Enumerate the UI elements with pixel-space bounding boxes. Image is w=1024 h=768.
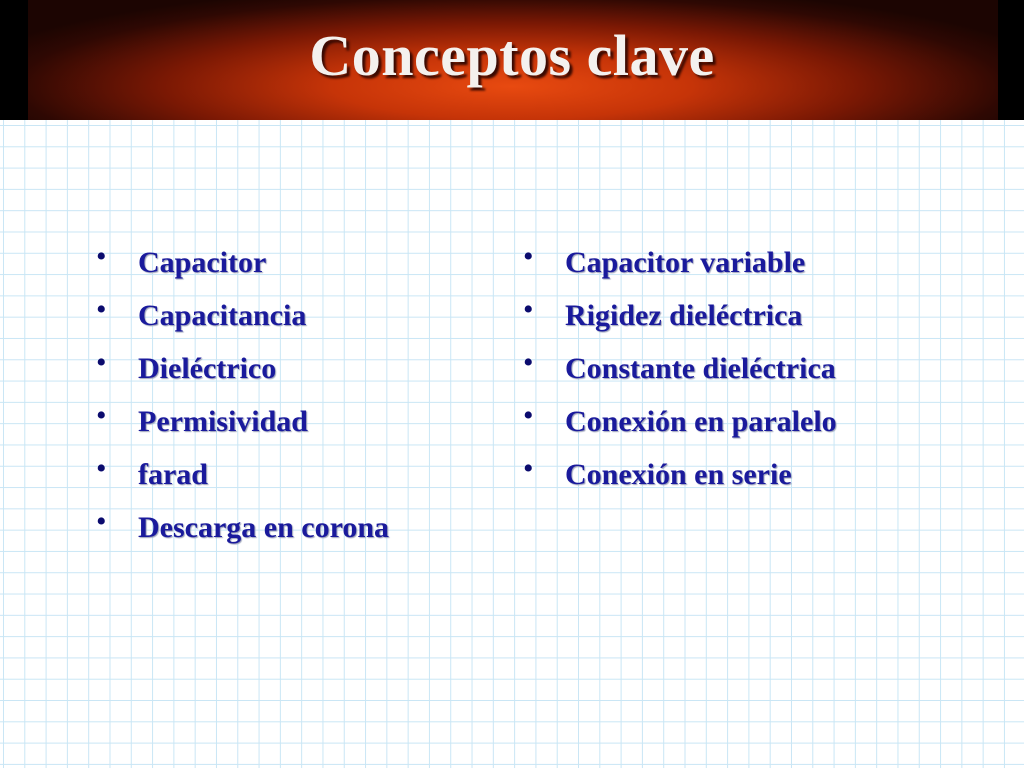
bullet-icon: •	[523, 345, 534, 379]
list-item-label: Constante dieléctrica	[565, 351, 836, 385]
bullet-icon: •	[523, 292, 534, 326]
bullet-icon: •	[96, 292, 107, 326]
left-bullet-list	[96, 236, 389, 554]
list-item	[96, 501, 389, 554]
list-item	[96, 342, 389, 395]
list-item	[523, 236, 837, 289]
list-item-label: Conexión en serie	[565, 457, 792, 491]
bullet-icon: •	[523, 239, 534, 273]
list-item-label: Capacitancia	[138, 298, 307, 332]
bullet-icon: •	[96, 504, 107, 538]
bullet-icon: •	[96, 345, 107, 379]
bullet-icon: •	[523, 451, 534, 485]
list-item-label: Capacitor	[138, 245, 267, 279]
title-bar	[0, 0, 1024, 120]
list-item-label: Dieléctrico	[138, 351, 277, 385]
list-item-label: Descarga en corona	[138, 510, 390, 544]
bullet-icon: •	[523, 398, 534, 432]
bullet-icon: •	[96, 451, 107, 485]
list-item-label: farad	[138, 457, 208, 491]
list-item	[523, 342, 837, 395]
list-item	[523, 395, 837, 448]
list-item	[96, 395, 389, 448]
list-item	[96, 236, 389, 289]
list-item-label: Permisividad	[138, 404, 308, 438]
list-item	[96, 448, 389, 501]
list-item	[96, 289, 389, 342]
list-item-label: Capacitor variable	[565, 245, 806, 279]
bullet-icon: •	[96, 398, 107, 432]
slide-title: Conceptos clave	[309, 22, 715, 88]
bullet-icon: •	[96, 239, 107, 273]
list-item	[523, 289, 837, 342]
list-item-label: Rigidez dieléctrica	[565, 298, 803, 332]
right-bullet-list	[523, 236, 837, 501]
list-item	[523, 448, 837, 501]
list-item-label: Conexión en paralelo	[565, 404, 837, 438]
